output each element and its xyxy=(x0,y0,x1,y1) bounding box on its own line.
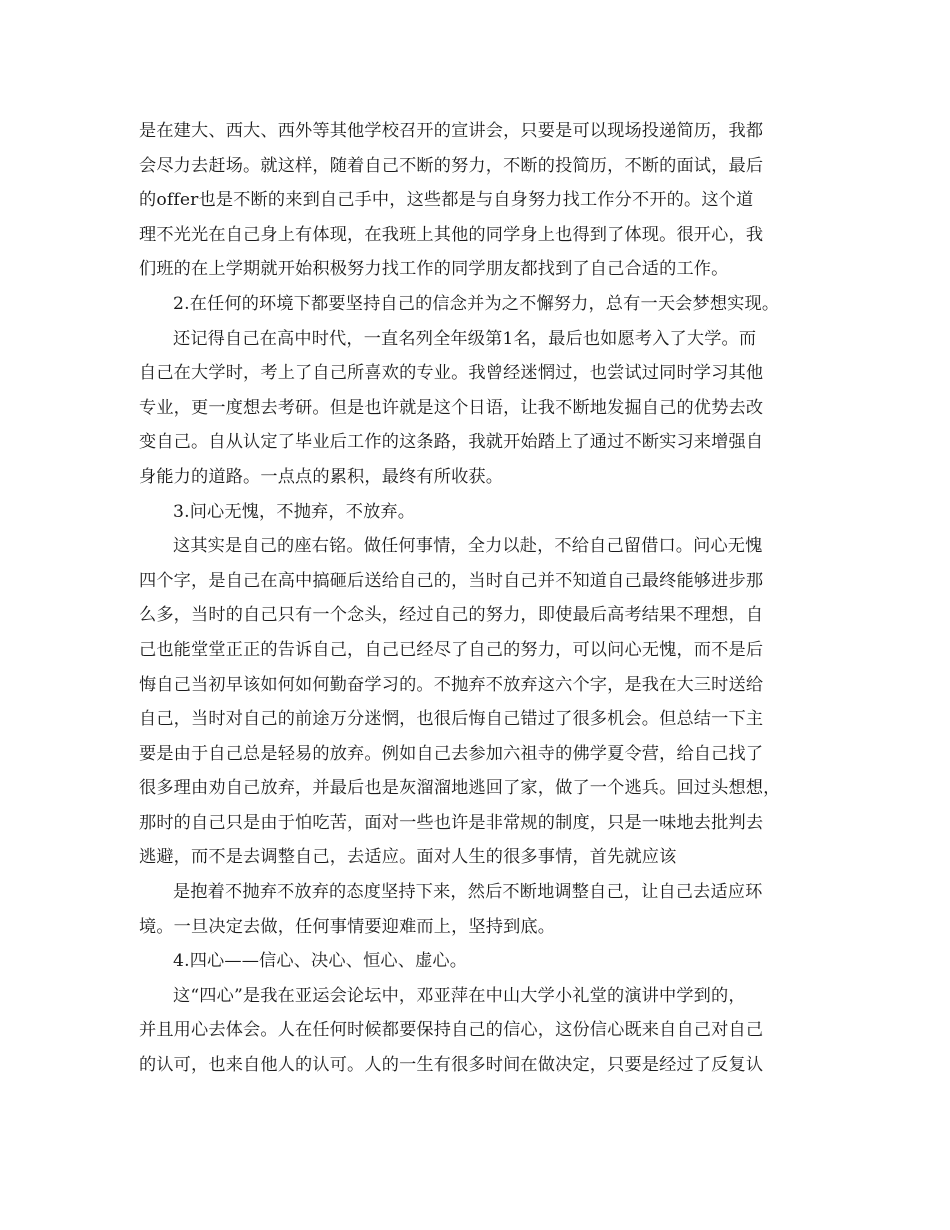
text-line: 自己在大学时，考上了自己所喜欢的专业。我曾经迷惘过，也尝试过同时学习其他 xyxy=(139,363,764,384)
section-heading-3: 3.问心无愧，不抛弃，不放弃。 xyxy=(173,501,416,522)
text-line: 四个字，是自己在高中搞砸后送给自己的，当时自己并不知道自己最终能够进步那 xyxy=(139,570,764,591)
section-heading-4: 4.四心——信心、决心、恒心、虚心。 xyxy=(173,951,468,972)
section-heading-2: 2.在任何的环境下都要坚持自己的信念并为之不懈努力，总有一天会梦想实现。 xyxy=(173,293,780,314)
text-line: 的认可，也来自他人的认可。人的一生有很多时间在做决定，只要是经过了反复认 xyxy=(139,1055,764,1076)
text-line: 要是由于自己总是轻易的放弃。例如自己去参加六祖寺的佛学夏令营，给自己找了 xyxy=(139,743,764,764)
text-line: 那时的自己只是由于怕吃苦，面对一些也许是非常规的制度，只是一味地去批判去 xyxy=(139,812,764,833)
text-line: 悔自己当初早该如何如何勤奋学习的。不抛弃不放弃这六个字，是我在大三时送给 xyxy=(139,674,764,695)
text-line: 专业，更一度想去考研。但是也许就是这个日语，让我不断地发掘自己的优势去改 xyxy=(139,397,764,418)
text-line: 的offer也是不断的来到自己手中，这些都是与自身努力找工作分不开的。这个道 xyxy=(139,190,754,211)
text-line: 理不光光在自己身上有体现，在我班上其他的同学身上也得到了体现。很开心，我 xyxy=(139,224,764,245)
text-line: 这其实是自己的座右铭。做任何事情，全力以赴，不给自己留借口。问心无愧 xyxy=(173,536,763,557)
text-line: 是在建大、西大、西外等其他学校召开的宣讲会，只要是可以现场投递简历，我都 xyxy=(139,121,764,141)
text-line: 是抱着不抛弃不放弃的态度坚持下来，然后不断地调整自己，让自己去适应环 xyxy=(173,882,763,903)
text-line: 变自己。自从认定了毕业后工作的这条路，我就开始踏上了通过不断实习来增强自 xyxy=(139,432,764,453)
text-line: 们班的在上学期就开始积极努力找工作的同学朋友都找到了自己合适的工作。 xyxy=(139,259,729,280)
text-line: 会尽力去赶场。就这样，随着自己不断的努力，不断的投简历，不断的面试，最后 xyxy=(139,155,764,176)
text-line: 么多，当时的自己只有一个念头，经过自己的努力，即使最后高考结果不理想，自 xyxy=(139,605,764,626)
text-line: 这“四心”是我在亚运会论坛中，邓亚萍在中山大学小礼堂的演讲中学到的， xyxy=(173,985,746,1006)
body-text xyxy=(139,114,829,1083)
text-line: 逃避，而不是去调整自己，去适应。面对人生的很多事情，首先就应该 xyxy=(139,847,677,868)
text-line: 己也能堂堂正正的告诉自己，自己已经尽了自己的努力，可以问心无愧，而不是后 xyxy=(139,639,764,660)
text-line: 自己，当时对自己的前途万分迷惘，也很后悔自己错过了很多机会。但总结一下主 xyxy=(139,709,764,730)
text-line: 身能力的道路。一点点的累积，最终有所收获。 xyxy=(139,466,504,487)
text-line: 很多理由劝自己放弃，并最后也是灰溜溜地逃回了家，做了一个逃兵。回过头想想， xyxy=(139,778,781,799)
text-line: 并且用心去体会。人在任何时候都要保持自己的信心，这份信心既来自自己对自己 xyxy=(139,1020,764,1041)
text-line: 还记得自己在高中时代，一直名列全年级第1名，最后也如愿考入了大学。而 xyxy=(173,328,757,349)
text-line: 境。一旦决定去做，任何事情要迎难而上，坚持到底。 xyxy=(139,916,556,937)
